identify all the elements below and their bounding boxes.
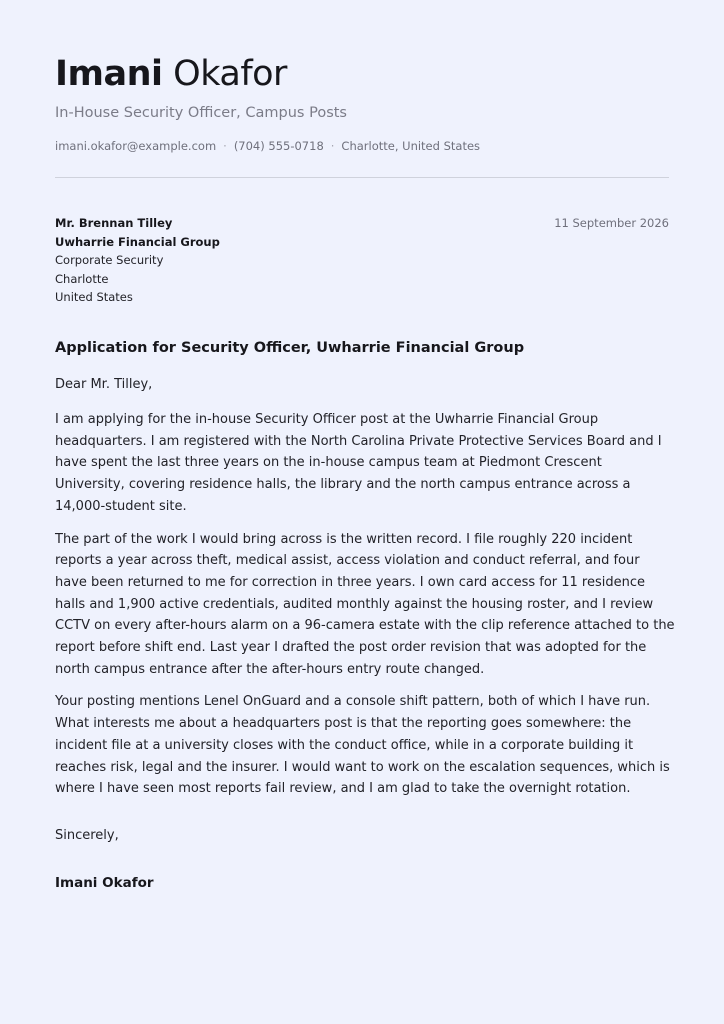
contact-line (55, 139, 480, 154)
applicant-last-name: Okafor (173, 54, 287, 94)
contact-phone: (704) 555-0718 (233, 139, 324, 153)
contact-email: imani.okafor@example.com (55, 139, 217, 153)
recipient-block (55, 214, 220, 307)
body-paragraph: The part of the work I would bring across is the written record. I file roughly 220 incident reports a year across theft, medical assist, access violation and conduct referral, and four have been returned to me for correction in three years. I own card access for 11 residence halls and 1,900 active credentials, audited monthly against the housing roster, and I review CCTV on every after-hours alarm on a 96-camera estate with the clip reference attached to the report before shift end. Last year I drafted the post order revision that was adopted for the north campus entrance after the after-hours entry route changed. (55, 531, 675, 677)
applicant-first-name: Imani (55, 54, 163, 94)
letter-body (55, 409, 675, 811)
letter-date: 11 September 2026 (554, 216, 669, 230)
recipient-company: Uwharrie Financial Group (55, 234, 220, 249)
recipient-department: Corporate Security (55, 253, 164, 267)
letter-closing: Sincerely, (55, 828, 119, 843)
contact-separator: · (330, 139, 335, 153)
recipient-name: Mr. Brennan Tilley (55, 216, 173, 230)
applicant-name (55, 53, 287, 95)
contact-location: Charlotte, United States (341, 139, 481, 153)
letter-salutation: Dear Mr. Tilley, (55, 377, 153, 392)
body-paragraph: I am applying for the in-house Security Officer post at the Uwharrie Financial Group headquarters. I am registered with the North Carolina Private Protective Services Board and I have spent the last three years on the in-house campus team at Piedmont Crescent University, covering residence halls, the library and the north campus entrance across a 14,000-student site. (55, 412, 662, 514)
applicant-title: In-House Security Officer, Campus Posts (55, 105, 347, 121)
recipient-city: Charlotte (55, 271, 109, 286)
letter-subject: Application for Security Officer, Uwharrie Financial Group (55, 340, 525, 356)
contact-separator: · (223, 139, 227, 153)
letter-signature: Imani Okafor (55, 875, 154, 891)
header-divider (55, 177, 669, 178)
body-paragraph: Your posting mentions Lenel OnGuard and a console shift pattern, both of which I have run. What interests me about a headquarters post is that the reporting goes somewhere: the incident file at a university closes with the conduct office, while in a corporate building it reaches risk, legal and the insurer. I would want to work on the escalation sequences, which is where I have seen most reports fail review, and I am glad to take the overnight rotation. (55, 694, 670, 797)
recipient-country: United States (55, 290, 133, 304)
